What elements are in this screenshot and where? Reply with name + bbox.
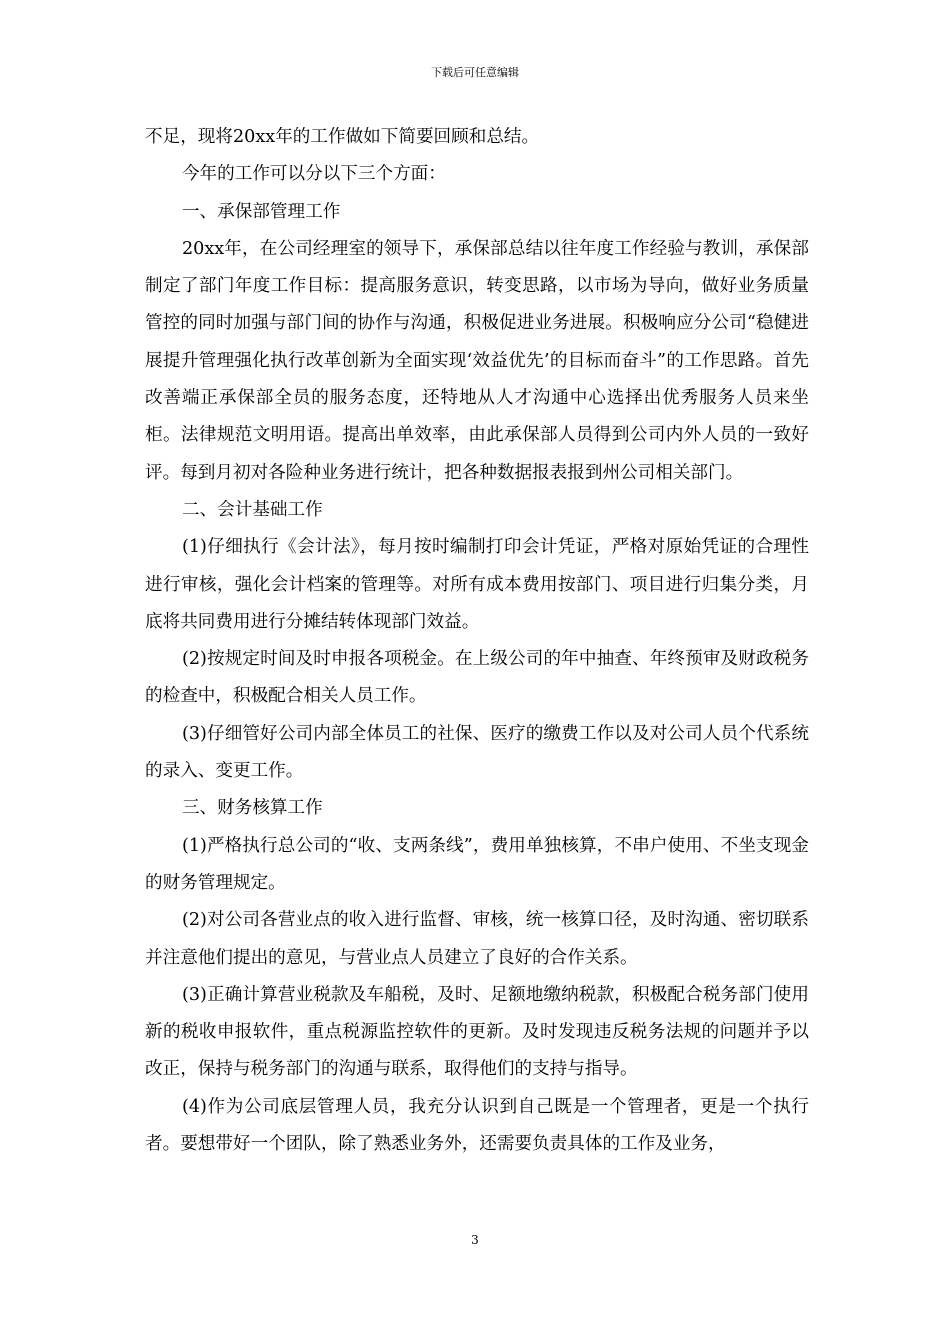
paragraph-accounting-1: (1)仔细执行《会计法》，每月按时编制打印会计凭证，严格对原始凭证的合理性进行审核，强化会计档案的管理等。对所有成本费用按部门、项目进行归集分类，月底将共同费用进行分摊结转体现部门效益。 — [145, 537, 809, 632]
page-header: 下载后可任意编辑 — [431, 66, 519, 79]
paragraph-overview: 今年的工作可以分以下三个方面： — [181, 164, 446, 185]
paragraph-underwriting: 20xx年，在公司经理室的领导下，承保部总结以往年度工作经验与教训，承保部制定了部门年度工作目标：提高服务意识，转变思路，以市场为导向，做好业务质量管控的同时加强与部门间的协作与沟通，积极促进业务进展。积极响应分公司“稳健进展提升管理强化执行改革创新为全面实现‘效益优先’的目标而奋斗”的工作思路。首先改善端正承保部全员的服务态度，还特地从人才沟通中心选择出优秀服务人员来坐柜。法律规范文明用语。提高出单效率，由此承保部人员得到公司内外人员的一致好评。每到月初对各险种业务进行统计，把各种数据报表报到州公司相关部门。 — [145, 238, 809, 483]
section-heading-underwriting: 一、承保部管理工作 — [181, 201, 341, 222]
paragraph-accounting-3: (3)仔细管好公司内部全体员工的社保、医疗的缴费工作以及对公司人员个代系统的录入、变更工作。 — [145, 723, 809, 782]
section-heading-finance: 三、财务核算工作 — [181, 798, 323, 819]
section-heading-accounting: 二、会计基础工作 — [181, 499, 323, 520]
paragraph-finance-4: (4)作为公司底层管理人员，我充分认识到自己既是一个管理者，更是一个执行者。要想带好一个团队，除了熟悉业务外，还需要负责具体的工作及业务， — [145, 1096, 809, 1155]
paragraph-intro-continuation: 不足，现将20xx年的工作做如下简要回顾和总结。 — [145, 127, 540, 147]
paragraph-accounting-2: (2)按规定时间及时申报各项税金。在上级公司的年中抽查、年终预审及财政税务的检查中，积极配合相关人员工作。 — [145, 649, 809, 707]
page-number: 3 — [471, 1233, 479, 1247]
paragraph-finance-1: (1)严格执行总公司的“收、支两条线”，费用单独核算，不串户使用、不坐支现金的财务管理规定。 — [145, 835, 809, 893]
document-body — [145, 119, 809, 1163]
paragraph-finance-2: (2)对公司各营业点的收入进行监督、审核，统一核算口径，及时沟通、密切联系并注意他们提出的意见，与营业点人员建立了良好的合作关系。 — [145, 910, 809, 968]
paragraph-finance-3: (3)正确计算营业税款及车船税，及时、足额地缴纳税款，积极配合税务部门使用新的税收申报软件，重点税源监控软件的更新。及时发现违反税务法规的问题并予以改正，保持与税务部门的沟通与联系，取得他们的支持与指导。 — [145, 984, 809, 1080]
